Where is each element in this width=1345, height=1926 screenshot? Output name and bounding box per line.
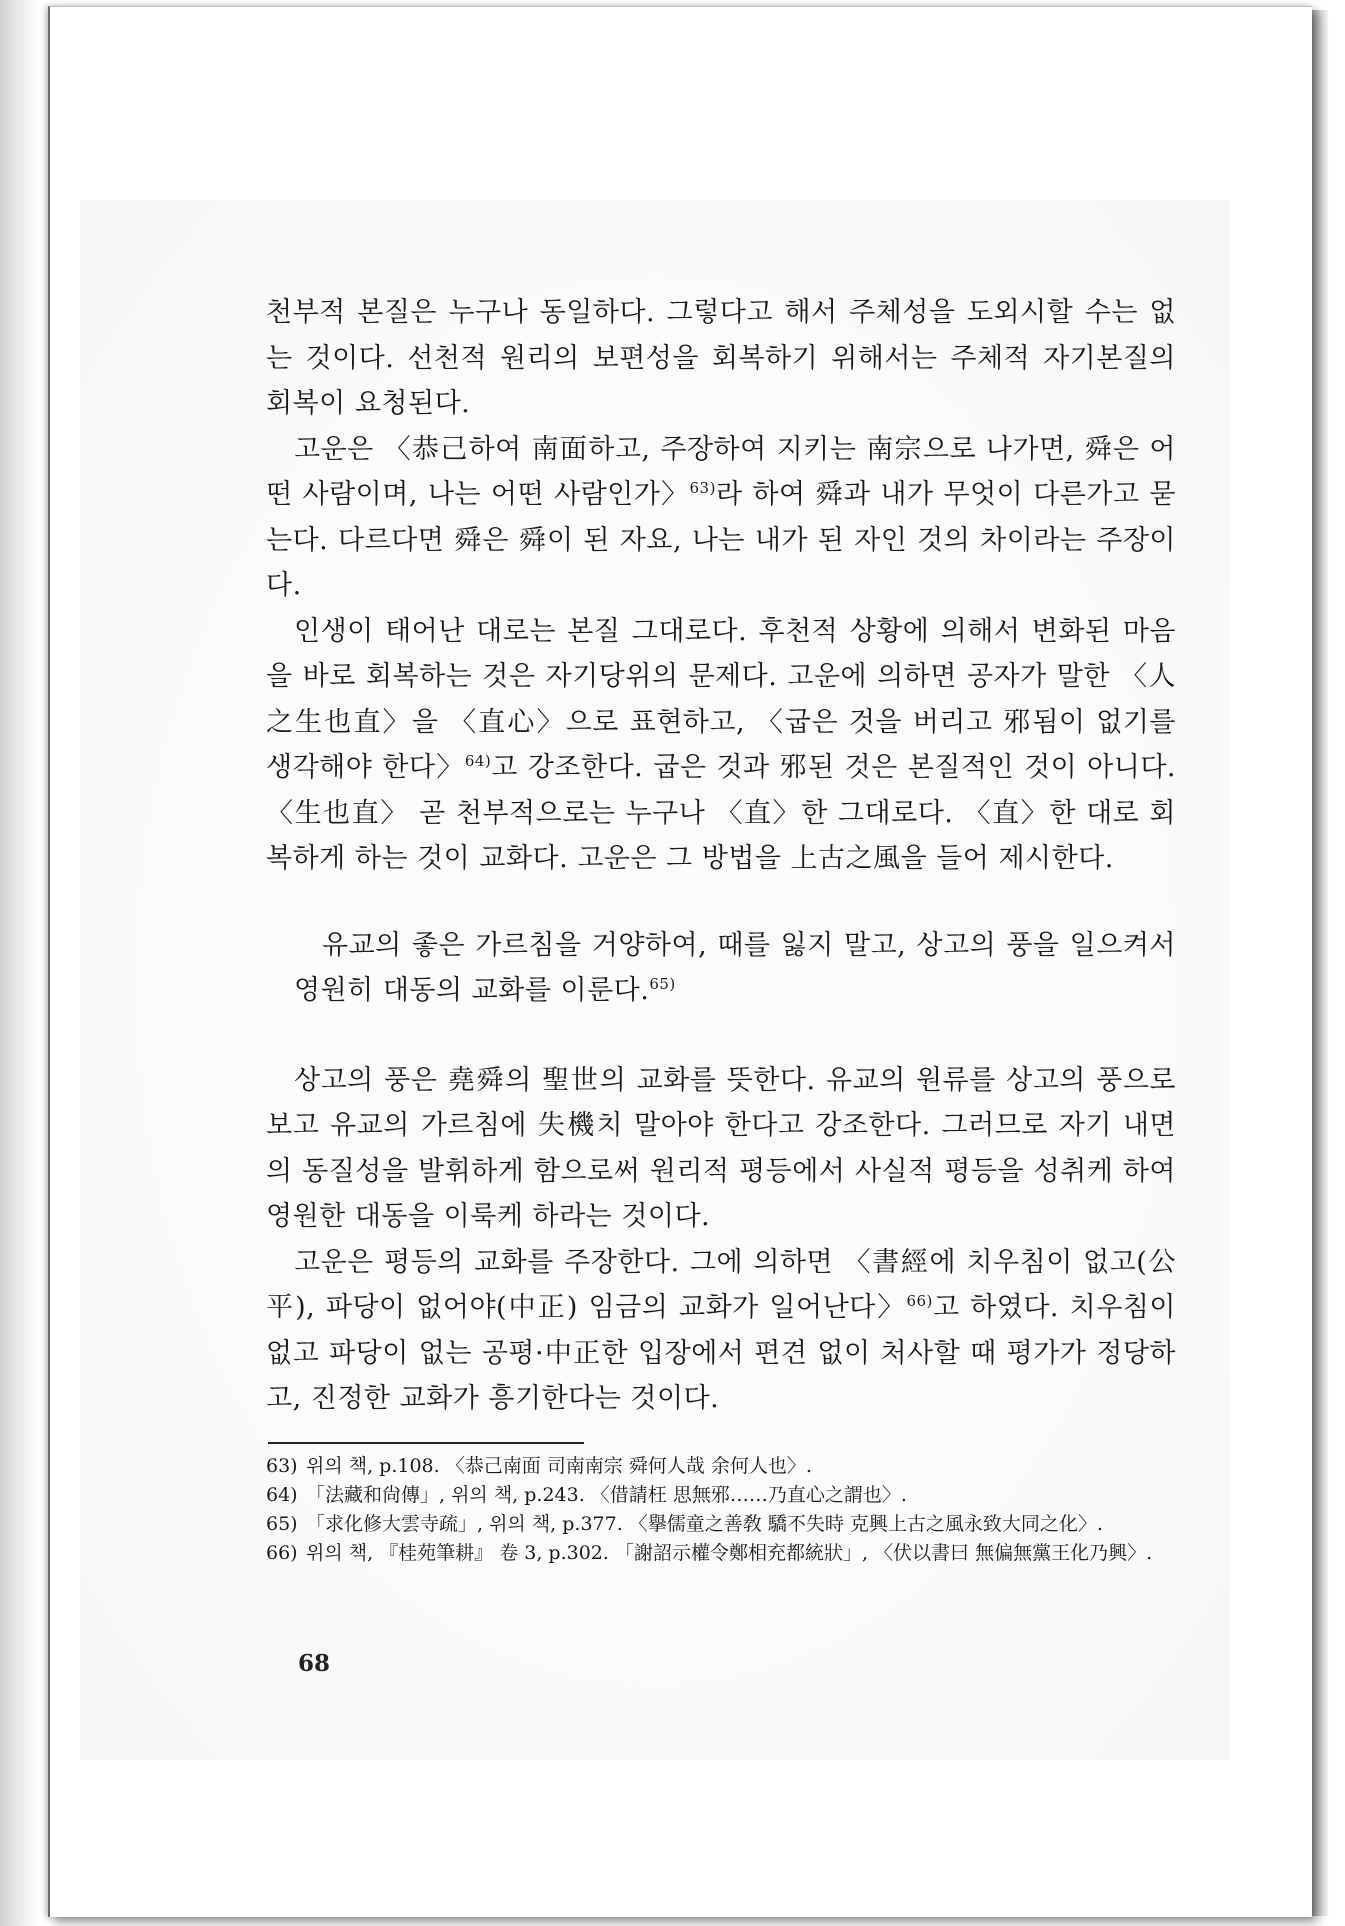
block-quote [266,923,1176,1014]
footnote-66 [266,1539,1196,1568]
footnote-number: 64) [266,1484,298,1506]
paragraph-3 [266,609,1176,882]
paragraph-3-text-b: 고 강조한다. 굽은 것과 邪된 것은 본질적인 것이 아니다. 〈生也直〉 곧 천부적으로는 누구나 〈直〉한 그대로다. 〈直〉한 대로 회복하게 하는 것이 교화다. 고운은 그 방법을 上古之風을 들어 제시한다. [266,752,1177,874]
paragraph-2-text-a: 고운은 〈恭己하여 南面하고, 주장하여 지키는 南宗으로 나가면, 舜은 어떤 사람이며, 나는 어떤 사람인가〉 [266,433,1176,510]
paragraph-5 [266,1240,1176,1422]
footnote-number: 66) [266,1542,298,1564]
paragraph-1: 천부적 본질은 누구나 동일하다. 그렇다고 해서 주체성을 도외시할 수는 없는 것이다. 선천적 원리의 보편성을 회복하기 위해서는 주체적 자기본질의 회복이 요청된다. [266,297,1176,419]
footnote-text: 위의 책, 『桂苑筆耕』 卷 3, p.302. 「謝詔示權令鄭相充都統狀」, 〈伏以書曰 無偏無黨王化乃興〉. [306,1542,1153,1564]
footnote-65 [266,1510,1196,1539]
body-text [266,290,1176,1422]
footnote-text: 위의 책, p.108. 〈恭己南面 司南南宗 舜何人哉 余何人也〉. [306,1455,812,1477]
footnote-number: 63) [266,1455,298,1477]
paragraph-4: 상고의 풍은 堯舜의 聖世의 교화를 뜻한다. 유교의 원류를 상고의 풍으로 보고 유교의 가르침에 失機치 말아야 한다고 강조한다. 그러므로 자기 내면의 동질성을 발휘하게 함으로써 원리적 평등에서 사실적 평등을 성취케 하여 영원한 대동을 이룩케 하라는 것이다. [266,1064,1176,1232]
footnote-ref-64: 64) [464,752,492,770]
footnote-number: 65) [266,1513,298,1535]
footnotes [266,1452,1196,1568]
paragraph-2-text-b: 라 하여 舜과 내가 무엇이 다른가고 묻는다. 다르다면 舜은 舜이 된 자요, 나는 내가 된 자인 것의 차이라는 주장이다. [266,479,1176,601]
paragraph-5-text-a: 고운은 평등의 교화를 주장한다. 그에 의하면 〈書經에 치우침이 없고(公平), 파당이 없어야(中正) 임금의 교화가 일어난다〉 [266,1246,1176,1323]
footnote-64 [266,1481,1196,1510]
block-quote-text: 유교의 좋은 가르침을 거양하여, 때를 잃지 말고, 상고의 풍을 일으켜서 영원히 대동의 교화를 이룬다. [294,929,1176,1006]
footnote-text: 「求化修大雲寺疏」, 위의 책, p.377. 〈擧儒童之善敎 驕不失時 克興上古之風永致大同之化〉. [306,1513,1103,1535]
footnote-ref-63: 63) [689,479,716,497]
footnote-ref-65: 65) [649,975,676,993]
page-number: 68 [298,1650,331,1677]
paragraph-3-text-a: 인생이 태어난 대로는 본질 그대로다. 후천적 상황에 의해서 변화된 마음을 바로 회복하는 것은 자기당위의 문제다. 고운에 의하면 공자가 말한 〈人之生也直〉을 〈直心〉으로 표현하고, 〈굽은 것을 버리고 邪됨이 없기를 생각해야 한다〉 [266,615,1176,783]
footnote-text: 「法藏和尙傳」, 위의 책, p.243. 〈借請枉 思無邪……乃直心之謂也〉. [306,1484,907,1506]
footnote-63 [266,1452,1196,1481]
footnote-separator [268,1442,584,1444]
paragraph-5-text-b: 고 하였다. 치우침이 없고 파당이 없는 공평·中正한 입장에서 편견 없이 처사할 때 평가가 정당하고, 진정한 교화가 흥기한다는 것이다. [266,1292,1176,1414]
footnote-ref-66: 66) [906,1292,933,1310]
page-edge-shadow [1310,10,1328,1916]
paragraph-2 [266,427,1176,609]
